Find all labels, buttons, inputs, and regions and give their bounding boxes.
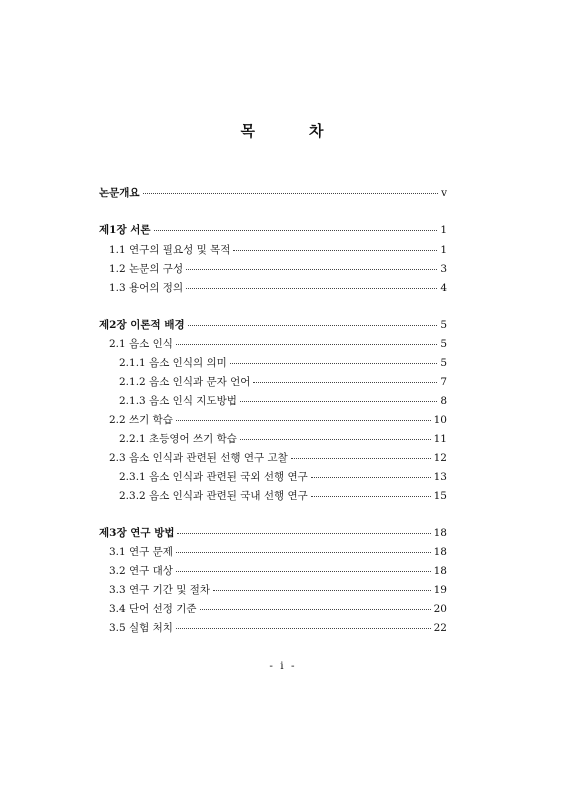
toc-entry-text: 논문개요 xyxy=(99,187,140,199)
toc-page-number: 11 xyxy=(433,433,447,445)
toc-page-number: 19 xyxy=(433,584,447,596)
toc-entry-text: 3.4 단어 선정 기준 xyxy=(109,603,197,615)
toc-section-entry xyxy=(99,582,447,598)
toc-section-entry xyxy=(99,469,447,485)
toc-section-entry xyxy=(99,355,447,371)
toc-entry-text: 2.3 음소 인식과 관련된 선행 연구 고찰 xyxy=(109,452,288,464)
toc-entry-text: 3.1 연구 문제 xyxy=(109,546,173,558)
toc-dot-leader xyxy=(176,344,437,345)
toc-section-entry xyxy=(99,544,447,560)
toc-section-entry xyxy=(99,242,447,258)
toc-entry-text: 1.2 논문의 구성 xyxy=(109,263,184,275)
toc-chapter-entry xyxy=(99,317,447,333)
toc-page-number: 1 xyxy=(440,244,447,256)
toc-page-number: 18 xyxy=(433,546,447,558)
toc-dot-leader xyxy=(177,533,430,534)
toc-dot-leader xyxy=(176,571,431,572)
toc-section-entry xyxy=(99,261,447,277)
toc-dot-leader xyxy=(143,193,438,194)
toc-section-entry xyxy=(99,374,447,390)
toc-section-entry xyxy=(99,431,447,447)
toc-dot-leader xyxy=(176,628,431,629)
toc-title-right: 차 xyxy=(309,122,326,140)
toc-dot-leader xyxy=(253,382,437,383)
toc-section-entry xyxy=(99,336,447,352)
toc-entry-text: 3.5 실험 처치 xyxy=(109,622,173,634)
toc-section-entry xyxy=(99,280,447,296)
toc-entry-text: 제3장 연구 방법 xyxy=(99,527,175,539)
toc-entry-text: 3.2 연구 대상 xyxy=(109,565,173,577)
toc-chapter-entry xyxy=(99,222,447,238)
toc-dot-leader xyxy=(213,590,431,591)
toc-entry-text: 2.1.2 음소 인식과 문자 언어 xyxy=(119,376,251,388)
toc-page-number: 5 xyxy=(440,319,447,331)
toc-section-entry xyxy=(99,488,447,504)
toc-title-left: 목 xyxy=(240,122,257,140)
toc-dot-leader xyxy=(291,458,431,459)
toc-page-number: 4 xyxy=(440,282,447,294)
toc-dot-leader xyxy=(200,609,431,610)
toc-entry-text: 제1장 서론 xyxy=(99,224,151,236)
toc-page-number: 3 xyxy=(440,263,447,275)
toc-dot-leader xyxy=(186,269,437,270)
toc-entry-text: 제2장 이론적 배경 xyxy=(99,319,185,331)
toc-section-entry xyxy=(99,601,447,617)
toc-dot-leader xyxy=(233,250,437,251)
toc-page-number: 1 xyxy=(440,224,447,236)
toc-dot-leader xyxy=(186,288,437,289)
toc-chapter-entry xyxy=(99,185,447,201)
toc-section-entry xyxy=(99,412,447,428)
toc-chapter-entry xyxy=(99,525,447,541)
toc-page-number: 10 xyxy=(433,414,447,426)
toc-page-number: 13 xyxy=(433,471,447,483)
toc-entry-text: 2.1.3 음소 인식 지도방법 xyxy=(119,395,237,407)
toc-title xyxy=(0,120,566,141)
toc-entry-text: 2.1.1 음소 인식의 의미 xyxy=(119,357,227,369)
toc-page-number: 15 xyxy=(433,490,447,502)
toc-page-number: 22 xyxy=(433,622,447,634)
toc-page-number: 8 xyxy=(440,395,447,407)
page-number-footer: - i - xyxy=(269,660,297,672)
toc-dot-leader xyxy=(311,477,431,478)
toc-page-number: 18 xyxy=(433,565,447,577)
toc-entry-text: 2.1 음소 인식 xyxy=(109,338,173,350)
toc-page-number: 20 xyxy=(433,603,447,615)
toc-entry-text: 1.3 용어의 정의 xyxy=(109,282,184,294)
toc-section-entry xyxy=(99,450,447,466)
toc-entry-text: 2.2.1 초등영어 쓰기 학습 xyxy=(119,433,237,445)
toc-dot-leader xyxy=(230,363,438,364)
toc-dot-leader xyxy=(240,401,437,402)
toc-page-number: 5 xyxy=(440,357,447,369)
toc-section-entry xyxy=(99,620,447,636)
toc-entry-text: 2.2 쓰기 학습 xyxy=(109,414,173,426)
toc-page-number: 12 xyxy=(433,452,447,464)
toc-entry-text: 1.1 연구의 필요성 및 목적 xyxy=(109,244,231,256)
toc-entry-text: 2.3.1 음소 인식과 관련된 국외 선행 연구 xyxy=(119,471,308,483)
toc-dot-leader xyxy=(240,439,431,440)
toc-dot-leader xyxy=(311,496,431,497)
toc-page-number: v xyxy=(441,187,447,199)
toc-page-number: 18 xyxy=(433,527,447,539)
toc-page-number: 7 xyxy=(440,376,447,388)
toc-entry-text: 2.3.2 음소 인식과 관련된 국내 선행 연구 xyxy=(119,490,308,502)
toc-page-number: 5 xyxy=(440,338,447,350)
toc-dot-leader xyxy=(176,420,431,421)
toc-section-entry xyxy=(99,563,447,579)
toc-dot-leader xyxy=(188,325,438,326)
toc-dot-leader xyxy=(154,230,438,231)
toc-entry-text: 3.3 연구 기간 및 절차 xyxy=(109,584,211,596)
toc-section-entry xyxy=(99,393,447,409)
toc-dot-leader xyxy=(176,552,431,553)
